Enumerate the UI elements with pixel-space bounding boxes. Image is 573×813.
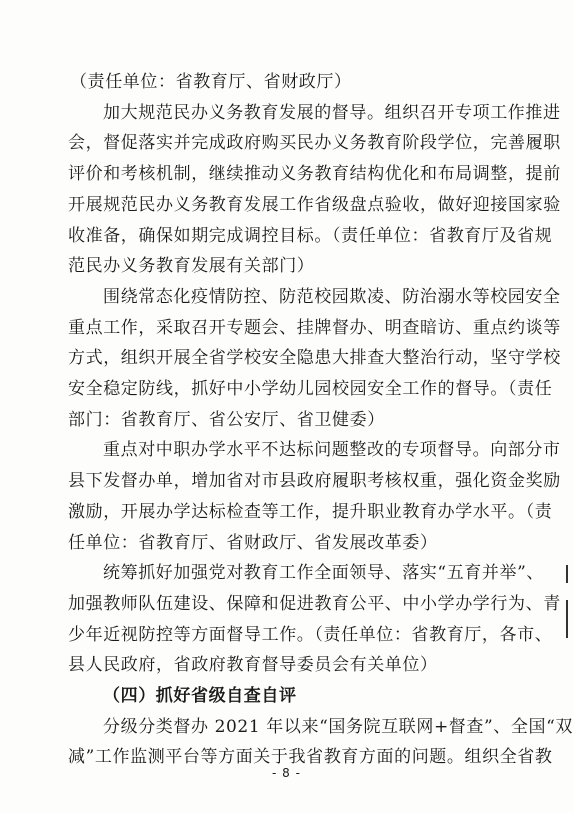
scan-margin-mark: [566, 565, 568, 583]
text-line: 开展规范民办义务教育发展工作省级盘点验收，做好迎接国家验: [68, 195, 561, 215]
text-line: 任单位：省教育厅、省财政厅、省发展改革委）: [68, 533, 438, 553]
text-line: 收准备，确保如期完成调控目标。（责任单位：省教育厅及省规: [68, 226, 553, 246]
text-line: 重点对中职办学水平不达标问题整改的专项督导。向部分市: [103, 440, 561, 460]
text-line: （责任单位：省教育厅、省财政厅）: [70, 72, 352, 92]
text-line: 分级分类督办 2021 年以来“国务院互联网+督查”、全国“双: [103, 717, 573, 737]
text-line: 统筹抓好加强党对教育工作全面领导、落实“五育并举”、: [103, 563, 544, 583]
text-line: 会，督促落实并完成政府购买民办义务教育阶段学位，完善履职: [68, 133, 561, 153]
text-line: 少年近视防控等方面督导工作。（责任单位：省教育厅，各市、: [68, 625, 553, 645]
text-line: 方式，组织开展全省学校安全隐患大排查大整治行动，坚守学校: [68, 348, 561, 368]
text-line: 评价和考核机制，继续推动义务教育结构优化和布局调整，提前: [68, 164, 561, 184]
text-line: 激励，开展办学达标检查等工作，提升职业教育办学水平。（责: [68, 502, 553, 522]
text-line: 安全稳定防线，抓好中小学幼儿园校园安全工作的督导。（责任: [68, 379, 553, 399]
section-heading: （四）抓好省级自查自评: [103, 686, 297, 706]
text-line: 范民办义务教育发展有关部门）: [68, 256, 315, 276]
text-line: 部门：省教育厅、省公安厅、省卫健委）: [68, 410, 385, 430]
text-line: 加强教师队伍建设、保障和促进教育公平、中小学办学行为、青: [68, 594, 561, 614]
scan-margin-mark: [566, 600, 568, 638]
text-line: 围绕常态化疫情防控、防范校园欺凌、防治溺水等校园安全: [103, 287, 561, 307]
text-line: 减”工作监测平台等方面关于我省教育方面的问题。组织全省教: [68, 747, 553, 767]
text-line: 加大规范民办义务教育发展的督导。组织召开专项工作推进: [103, 103, 561, 123]
text-line: 重点工作，采取召开专题会、挂牌督办、明查暗访、重点约谈等: [68, 318, 561, 338]
page-number: - 8 -: [272, 766, 301, 780]
text-line: 县人民政府，省政府教育督导委员会有关单位）: [68, 655, 438, 675]
text-line: 县下发督办单，增加省对市县政府履职考核权重，强化资金奖励: [68, 471, 561, 491]
